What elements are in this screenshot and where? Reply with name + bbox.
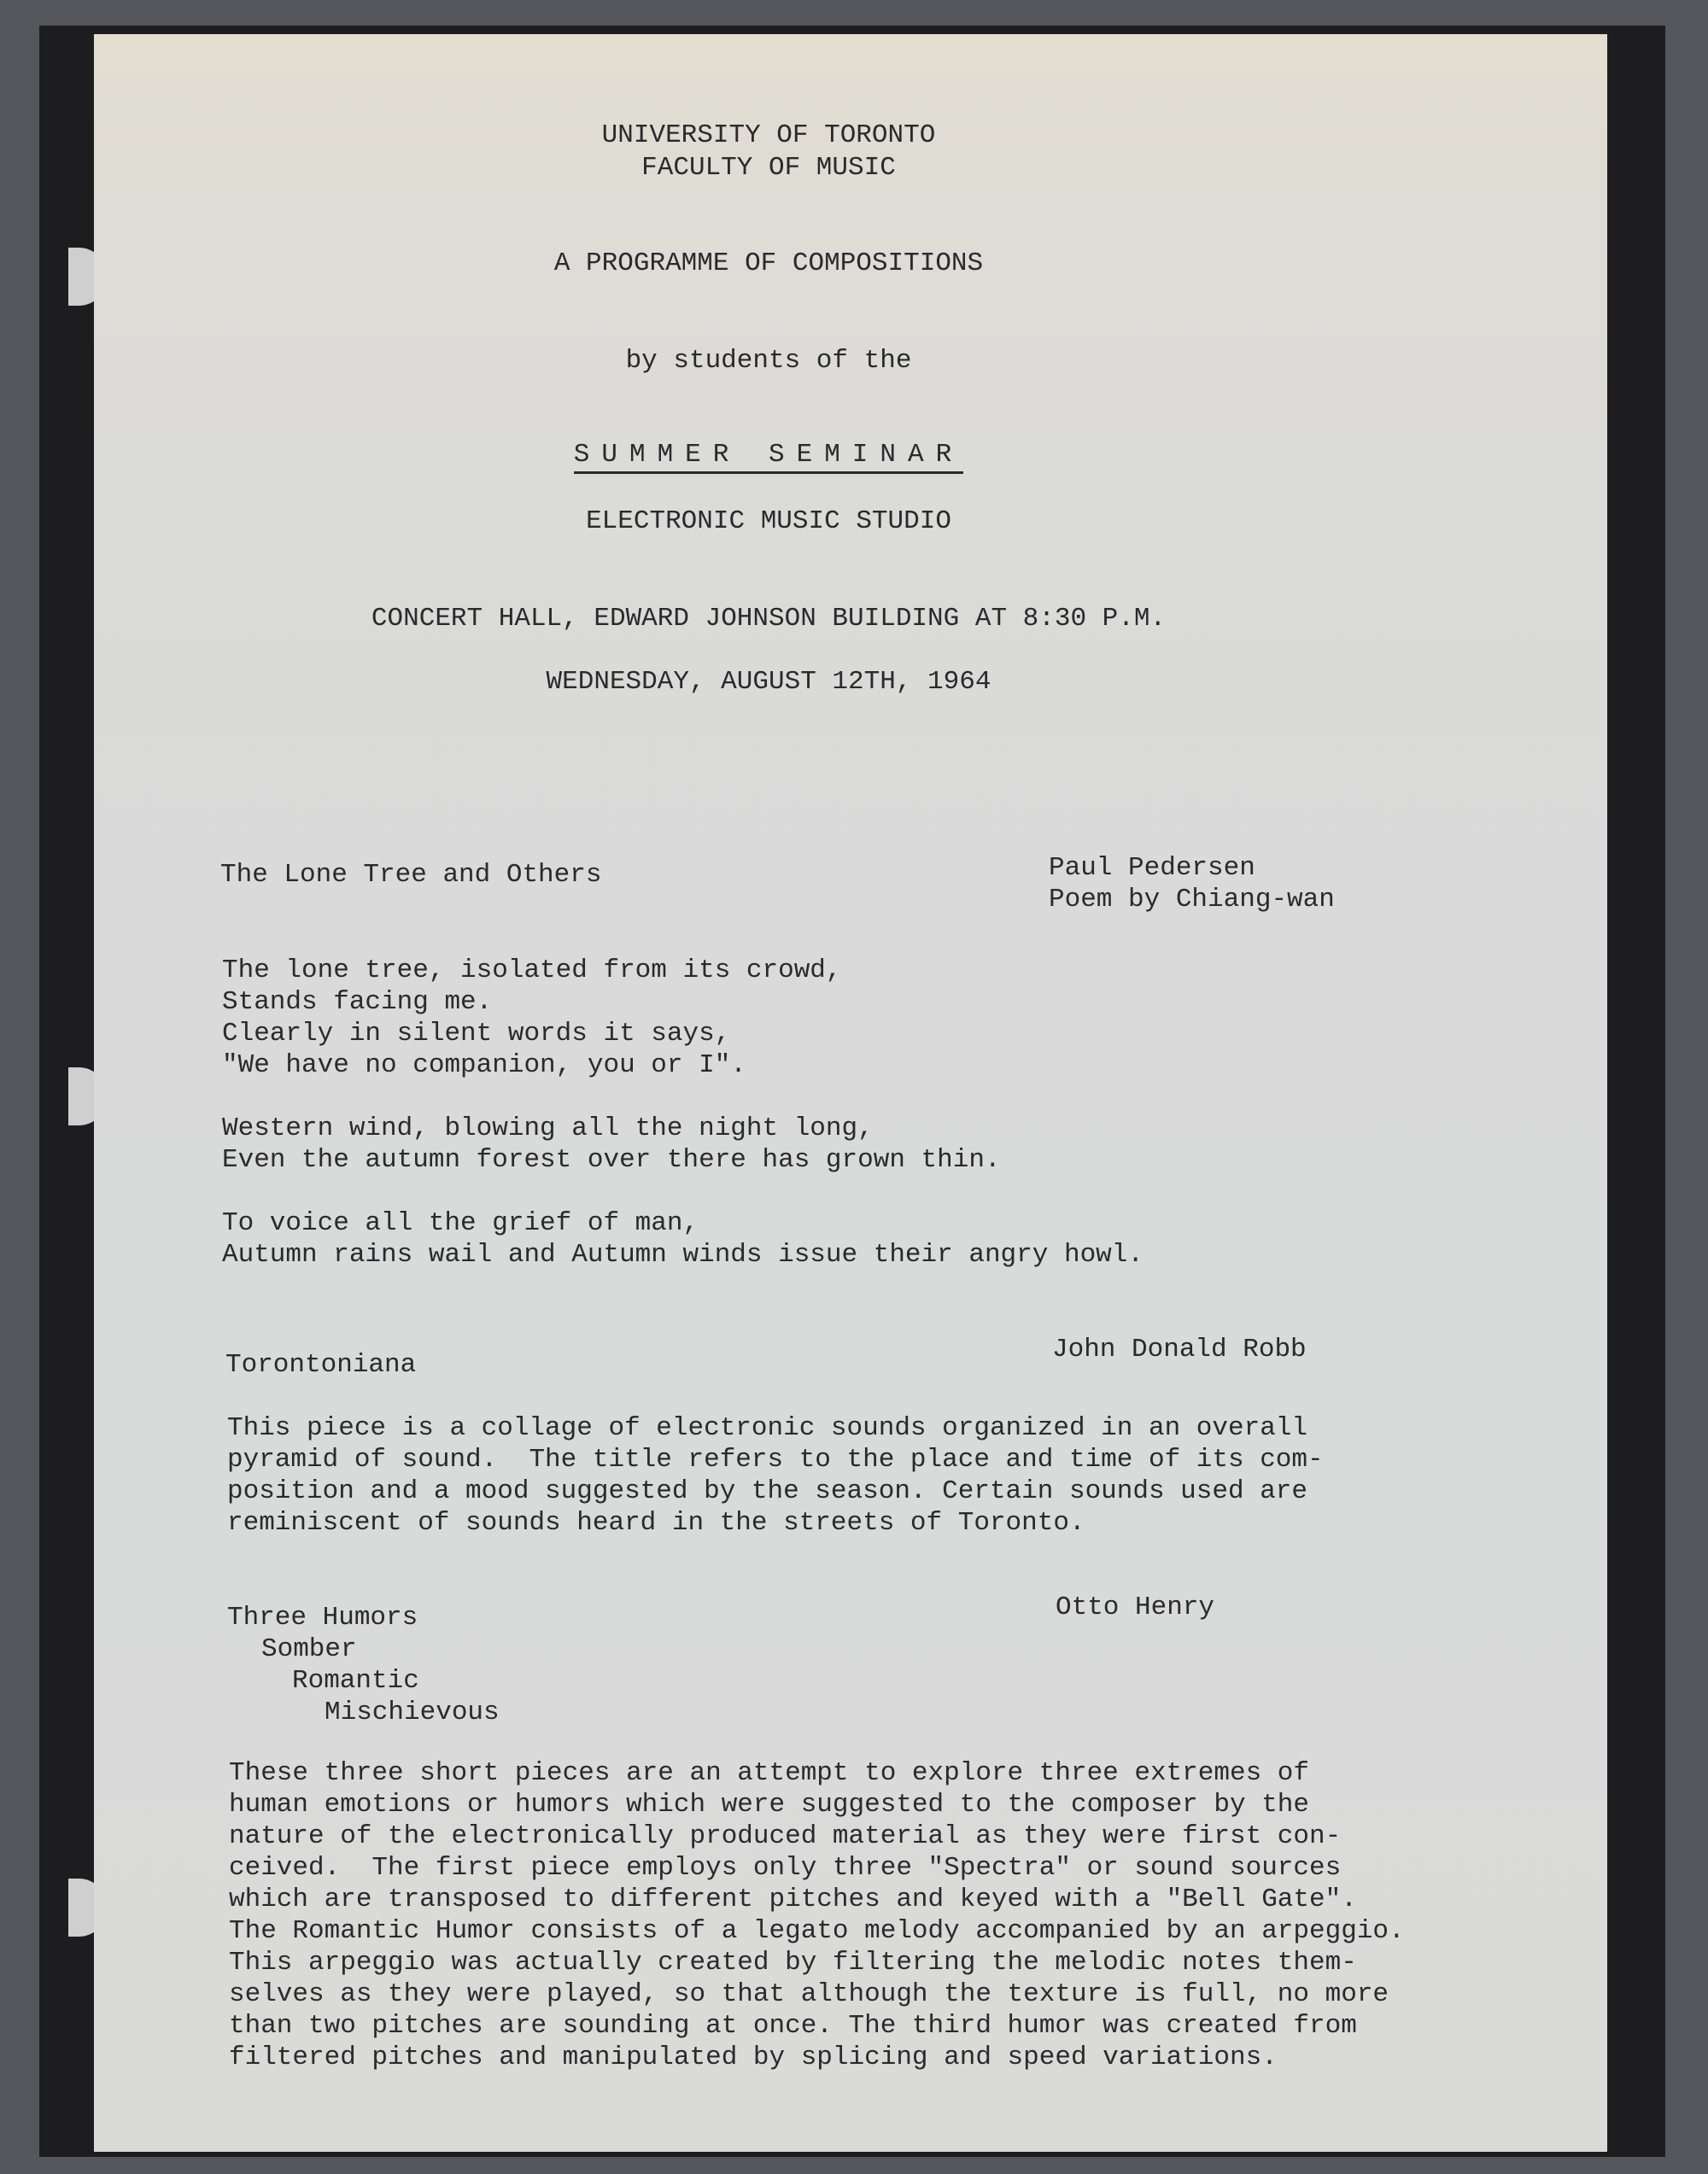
seminar-title: SUMMER SEMINAR — [574, 440, 963, 474]
movement-name: Mischievous — [325, 1698, 500, 1727]
faculty-name: FACULTY OF MUSIC — [641, 153, 896, 183]
piece-description — [229, 1757, 1405, 2073]
piece-title: Three Humors — [227, 1603, 418, 1633]
institution-name: UNIVERSITY OF TORONTO — [601, 120, 936, 150]
poem-line: The lone tree, isolated from its crowd, — [222, 956, 842, 985]
poem-line: Western wind, blowing all the night long, — [222, 1113, 874, 1143]
description-line: ceived. The first piece employs only three "Spectra" or sound sources — [229, 1853, 1342, 1883]
programme-title: A PROGRAMME OF COMPOSITIONS — [553, 248, 984, 278]
piece-description — [227, 1412, 1324, 1539]
piece-title: The Lone Tree and Others — [220, 860, 602, 890]
description-line: human emotions or humors which were suggested to the composer by the — [229, 1790, 1310, 1820]
programme-page — [94, 34, 1607, 2152]
venue-line: CONCERT HALL, EDWARD JOHNSON BUILDING AT 8:30 P.M. — [371, 604, 1167, 634]
description-line: These three short pieces are an attempt to explore three extremes of — [229, 1758, 1310, 1788]
piece-title: Torontoniana — [225, 1350, 417, 1380]
description-line: position and a mood suggested by the season. Certain sounds used are — [227, 1476, 1308, 1506]
poem-line: Stands facing me. — [222, 987, 493, 1017]
description-line: filtered pitches and manipulated by splicing and speed variations. — [229, 2043, 1278, 2072]
description-line: The Romantic Humor consists of a legato melody accompanied by an arpeggio. — [229, 1916, 1405, 1946]
seminar-heading — [94, 439, 1443, 470]
poem-line: To voice all the grief of man, — [222, 1208, 699, 1238]
description-line: than two pitches are sounding at once. The third humor was created from — [229, 2011, 1357, 2041]
studio-name: ELECTRONIC MUSIC STUDIO — [586, 506, 951, 536]
poem-line: "We have no companion, you or I". — [222, 1050, 746, 1080]
poem-text — [222, 955, 1144, 1271]
movement-name: Somber — [261, 1634, 357, 1664]
by-students-line: by students of the — [625, 346, 912, 376]
poem-credit: Poem by Chiang-wan — [1049, 885, 1335, 915]
poem-stanza — [222, 1113, 1144, 1176]
description-line: selves as they were played, so that although the texture is full, no more — [229, 1979, 1389, 2009]
description-line: This piece is a collage of electronic sounds organized in an overall — [227, 1413, 1308, 1443]
composer-name: Paul Pedersen — [1049, 853, 1255, 883]
composer-name: John Donald Robb — [1052, 1335, 1307, 1365]
poem-stanza — [222, 1207, 1144, 1271]
composer-name: Otto Henry — [1056, 1593, 1215, 1622]
description-line: pyramid of sound. The title refers to the place and time of its com- — [227, 1445, 1324, 1475]
description-line: reminiscent of sounds heard in the streets of Toronto. — [227, 1508, 1085, 1538]
movement-name: Romantic — [292, 1666, 419, 1696]
date-line: WEDNESDAY, AUGUST 12TH, 1964 — [546, 667, 991, 697]
poem-line: Clearly in silent words it says, — [222, 1019, 731, 1049]
poem-stanza — [222, 955, 1144, 1081]
description-line: which are transposed to different pitches and keyed with a "Bell Gate". — [229, 1885, 1357, 1914]
poem-line: Autumn rains wail and Autumn winds issue their angry howl. — [222, 1240, 1144, 1270]
description-line: nature of the electronically produced material as they were first con- — [229, 1821, 1342, 1851]
description-line: This arpeggio was actually created by filtering the melodic notes them- — [229, 1948, 1357, 1978]
poem-line: Even the autumn forest over there has grown thin. — [222, 1145, 1001, 1175]
